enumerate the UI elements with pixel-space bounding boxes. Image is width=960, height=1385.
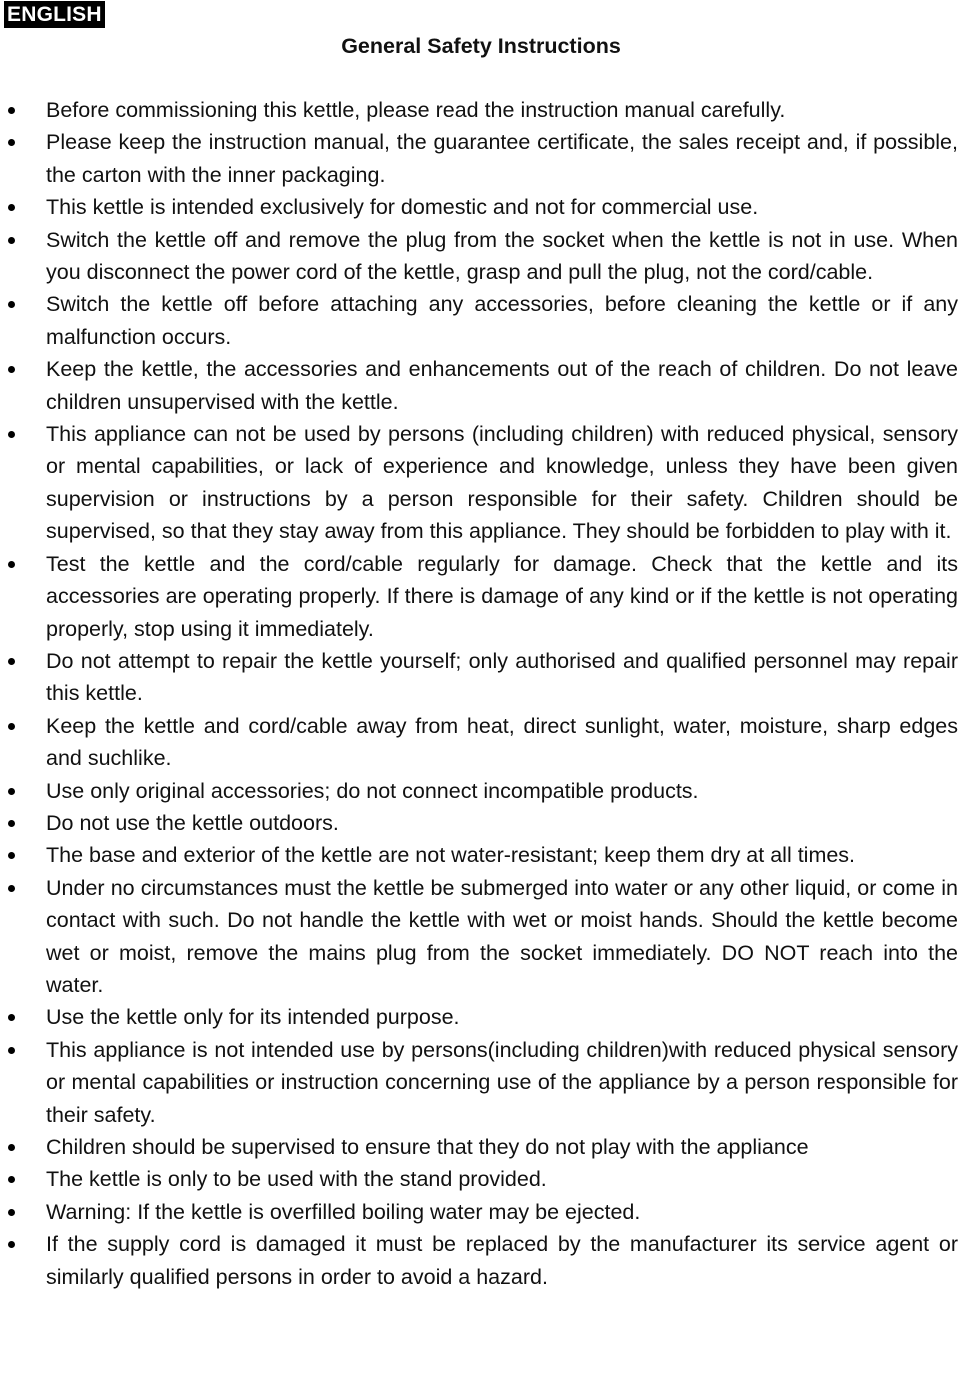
list-item-text: Keep the kettle and cord/cable away from heat, direct sunlight, water, moisture, sharp edges and suchlike. [46, 713, 958, 771]
list-item-text: Under no circumstances must the kettle be submerged into water or any other liquid, or come in contact with such. Do not handle the kettle with wet or moist hands. Should the kettle become wet or moist, remove the mains plug from the socket immediately. DO NOT reach into the water. [46, 875, 958, 997]
list-item-text: Warning: If the kettle is overfilled boiling water may be ejected. [46, 1199, 641, 1224]
bullet-icon [8, 788, 15, 795]
bullet-icon [8, 723, 15, 730]
list-item-text: The base and exterior of the kettle are not water-resistant; keep them dry at all times. [46, 843, 856, 868]
list-item [0, 288, 958, 353]
bullet-icon [8, 1047, 15, 1054]
list-item [0, 1228, 958, 1293]
list-item-text: Switch the kettle off before attaching any accessories, before cleaning the kettle or if any malfunction occurs. [46, 292, 958, 349]
bullet-icon [8, 301, 15, 308]
list-item [0, 191, 958, 223]
list-item-text: Switch the kettle off and remove the plug from the socket when the kettle is not in use. When you disconnect the power cord of the kettle, grasp and pull the plug, not the cord/cable. [46, 227, 958, 285]
list-item [0, 775, 958, 807]
list-item-text: Children should be supervised to ensure that they do not play with the appliance [46, 1135, 809, 1159]
bullet-icon [8, 1176, 15, 1183]
list-item [0, 1001, 958, 1033]
list-item [0, 353, 958, 418]
bullet-icon [8, 885, 15, 892]
bullet-icon [8, 852, 15, 859]
list-item-text: Before commissioning this kettle, please read the instruction manual carefully. [46, 98, 786, 122]
list-item [0, 94, 958, 126]
list-item-text: Test the kettle and the cord/cable regularly for damage. Check that the kettle and its accessories are operating properly. If there is damage of any kind or if the kettle is not operating properly, stop using it immediately. [46, 551, 958, 641]
list-item-text: Use the kettle only for its intended purpose. [46, 1005, 460, 1030]
list-item [0, 839, 958, 871]
list-item [0, 1196, 958, 1228]
bullet-icon [8, 658, 15, 665]
list-item-text: Use only original accessories; do not connect incompatible products. [46, 778, 699, 803]
bullet-icon [8, 1014, 15, 1021]
bullet-icon [8, 820, 15, 827]
list-item-text: This appliance is not intended use by persons(including children)with reduced physical sensory or mental capabilities or instruction concerning use of the appliance by a person responsible for their safety. [46, 1037, 958, 1127]
list-item [0, 548, 958, 645]
list-item [0, 872, 958, 1002]
list-item-text: This kettle is intended exclusively for domestic and not for commercial use. [46, 195, 759, 220]
safety-instructions-list [0, 94, 958, 1293]
list-item [0, 1131, 958, 1163]
bullet-icon [8, 1209, 15, 1216]
bullet-icon [8, 204, 15, 211]
list-item [0, 710, 958, 775]
list-item [0, 1034, 958, 1131]
bullet-icon [8, 107, 15, 114]
bullet-icon [8, 431, 15, 438]
list-item [0, 645, 958, 710]
bullet-icon [8, 1241, 15, 1248]
language-badge: ENGLISH [4, 1, 105, 28]
list-item-text: The kettle is only to be used with the stand provided. [46, 1167, 547, 1192]
bullet-icon [8, 237, 15, 244]
bullet-icon [8, 561, 15, 568]
bullet-icon [8, 1144, 15, 1151]
list-item-text: Keep the kettle, the accessories and enhancements out of the reach of children. Do not leave children unsupervised with the kettle. [46, 357, 958, 414]
list-item [0, 126, 958, 191]
list-item-text: Do not attempt to repair the kettle yourself; only authorised and qualified personnel may repair this kettle. [46, 648, 958, 706]
bullet-icon [8, 139, 15, 146]
document-title: General Safety Instructions [341, 34, 621, 58]
list-item [0, 1163, 958, 1195]
list-item-text: Please keep the instruction manual, the guarantee certificate, the sales receipt and, if possible, the carton with the inner packaging. [46, 130, 958, 187]
list-item [0, 807, 958, 839]
list-item-text: Do not use the kettle outdoors. [46, 810, 339, 835]
list-item-text: If the supply cord is damaged it must be replaced by the manufacturer its service agent or similarly qualified persons in order to avoid a hazard. [46, 1232, 958, 1289]
list-item-text: This appliance can not be used by persons (including children) with reduced physical, sensory or mental capabilities, or lack of experience and knowledge, unless they have been given supervision or instructions by a person responsible for their safety. Children should be supervised, so that they stay away from this appliance. They should be forbidden to play with it. [46, 422, 958, 544]
list-item [0, 224, 958, 289]
bullet-icon [8, 366, 15, 373]
list-item [0, 418, 958, 548]
